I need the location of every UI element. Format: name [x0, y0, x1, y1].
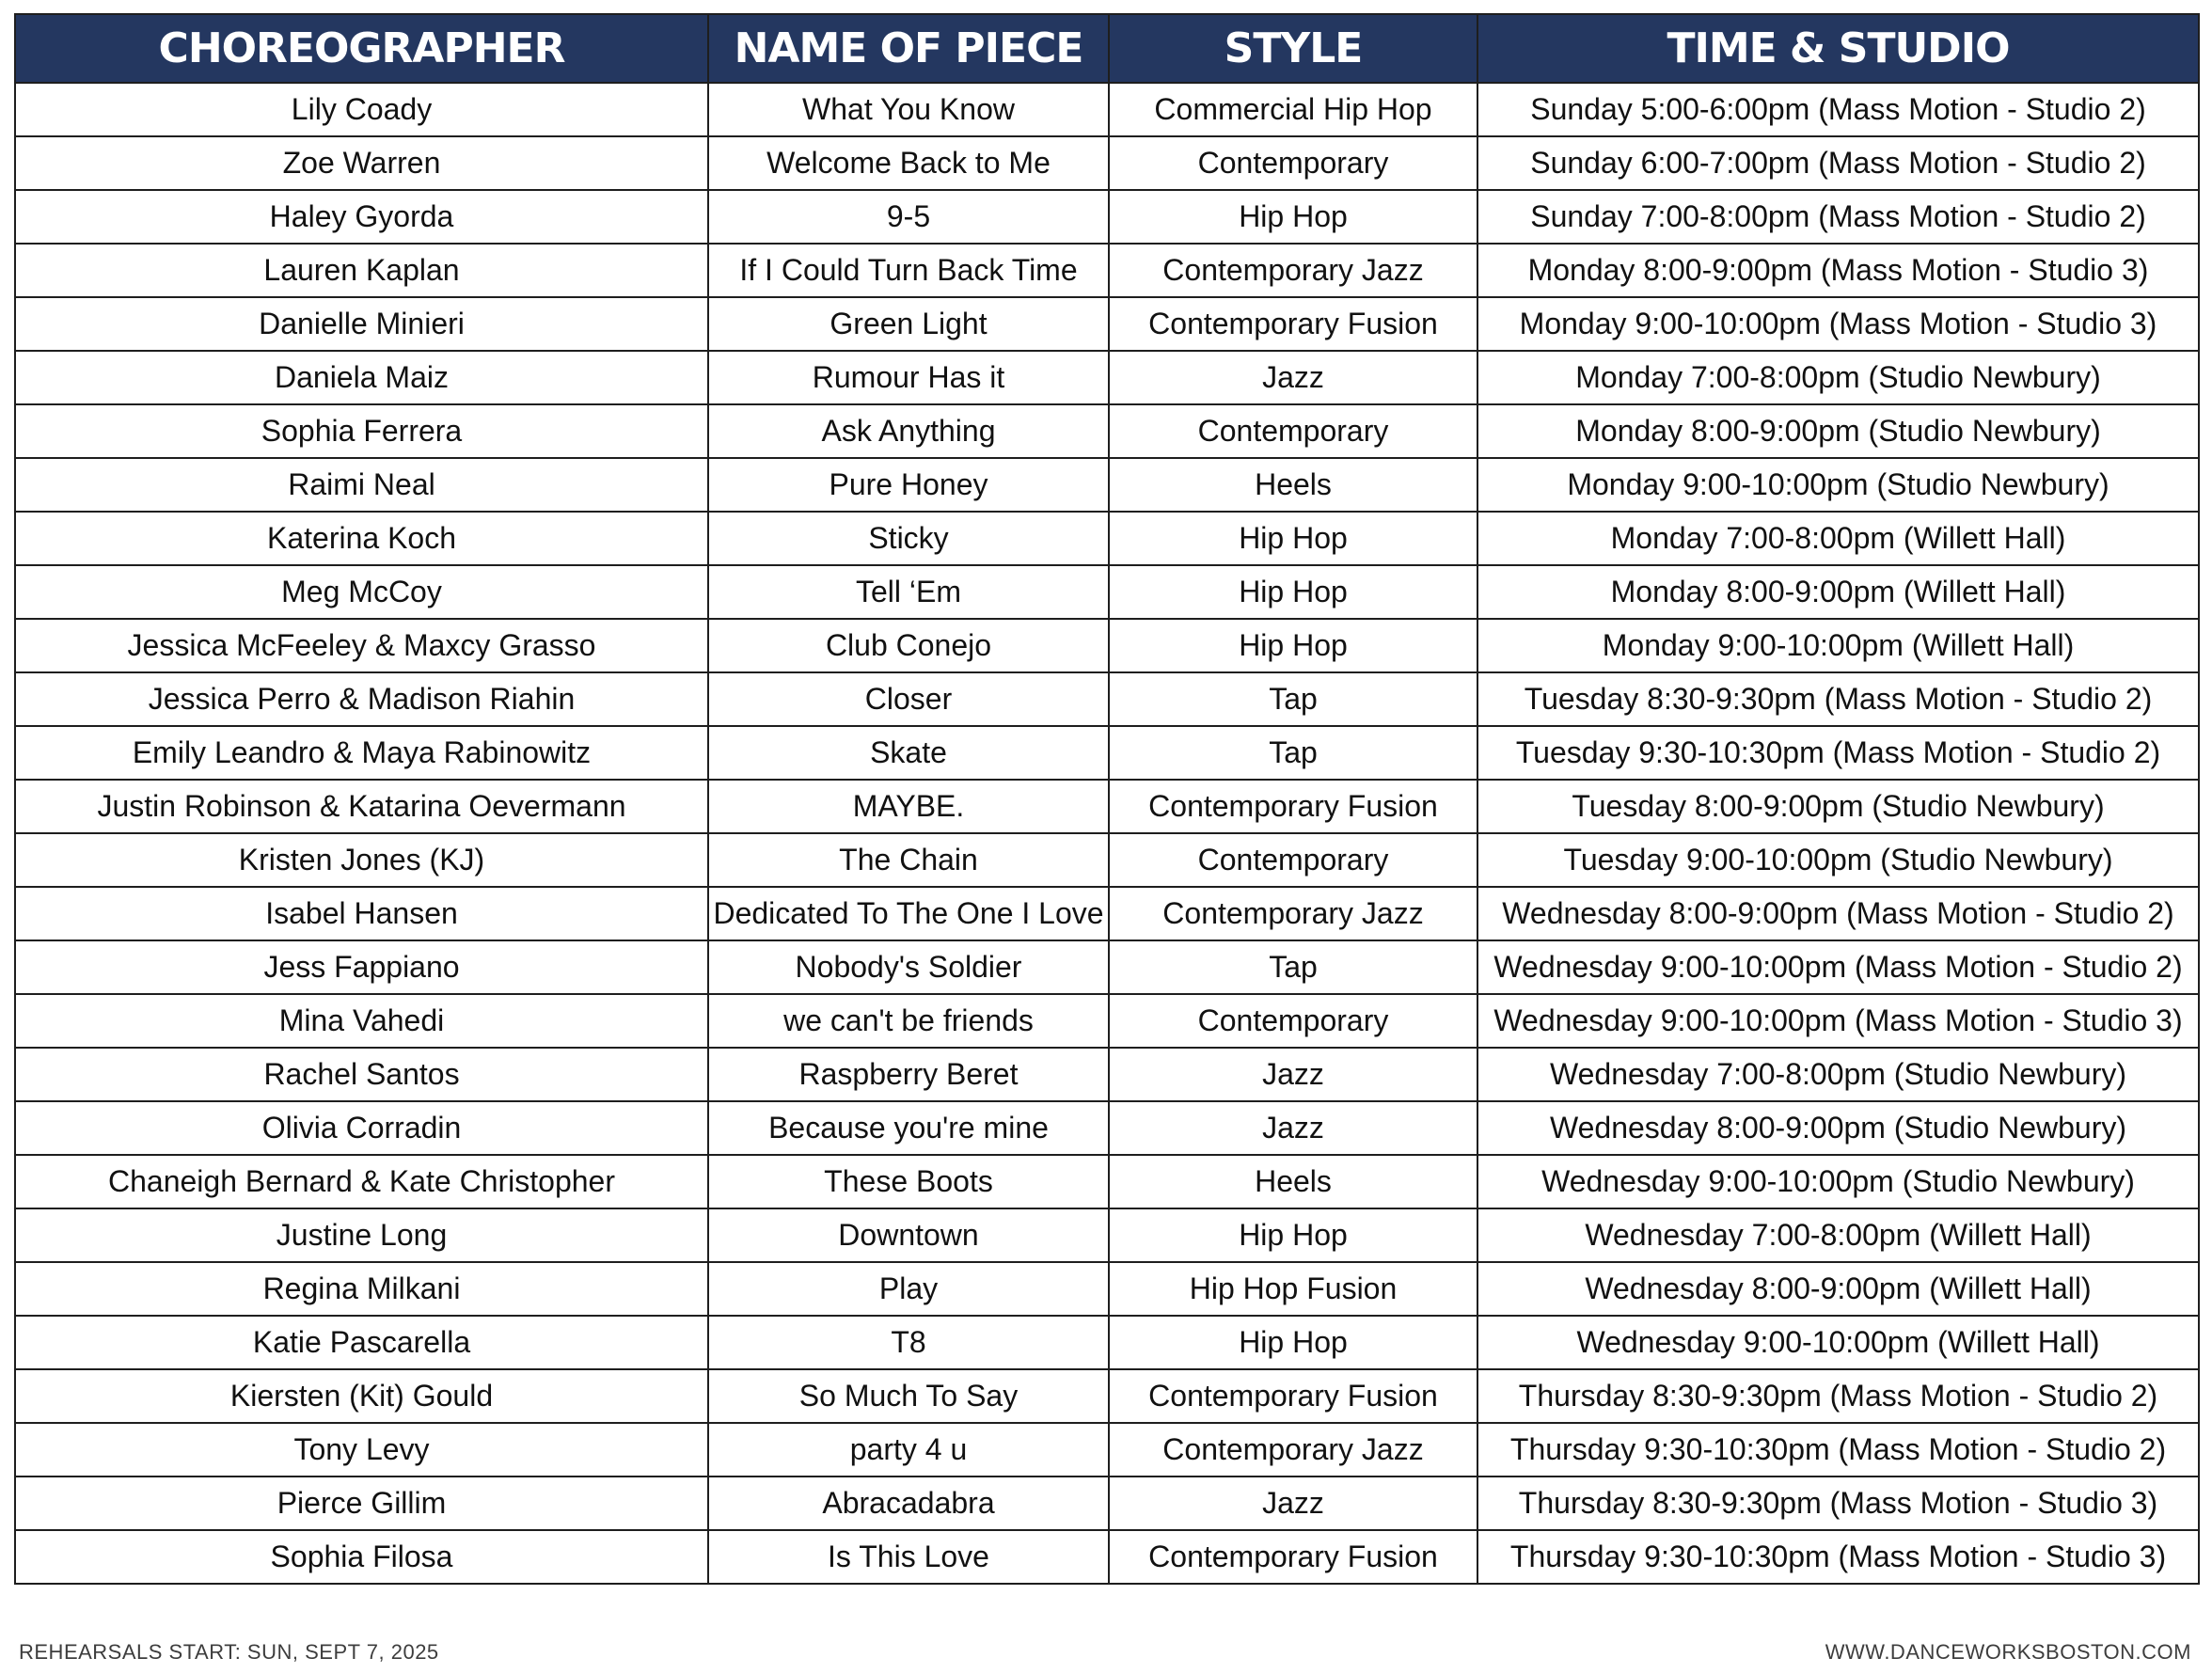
time-studio-cell: Sunday 5:00-6:00pm (Mass Motion - Studio 2) [1477, 83, 2199, 136]
piece-cell: These Boots [708, 1155, 1109, 1208]
choreographer-cell: Kristen Jones (KJ) [15, 833, 708, 887]
piece-cell: Green Light [708, 297, 1109, 351]
piece-cell: So Much To Say [708, 1369, 1109, 1423]
style-cell: Hip Hop [1109, 1316, 1477, 1369]
style-cell: Contemporary [1109, 833, 1477, 887]
piece-cell: Play [708, 1262, 1109, 1316]
choreographer-cell: Daniela Maiz [15, 351, 708, 404]
piece-cell: Is This Love [708, 1530, 1109, 1584]
time-studio-cell: Wednesday 7:00-8:00pm (Studio Newbury) [1477, 1048, 2199, 1101]
table-row [15, 1155, 2199, 1208]
time-studio-cell: Tuesday 9:00-10:00pm (Studio Newbury) [1477, 833, 2199, 887]
choreographer-cell: Chaneigh Bernard & Kate Christopher [15, 1155, 708, 1208]
column-header-choreographer: CHOREOGRAPHER [15, 14, 708, 83]
choreographer-cell: Jess Fappiano [15, 940, 708, 994]
time-studio-cell: Wednesday 9:00-10:00pm (Mass Motion - Studio 3) [1477, 994, 2199, 1048]
piece-cell: 9-5 [708, 190, 1109, 244]
rehearsal-start-note: REHEARSALS START: SUN, SEPT 7, 2025 [19, 1640, 439, 1664]
choreographer-cell: Olivia Corradin [15, 1101, 708, 1155]
time-studio-cell: Monday 9:00-10:00pm (Mass Motion - Studio 3) [1477, 297, 2199, 351]
time-studio-cell: Monday 8:00-9:00pm (Willett Hall) [1477, 565, 2199, 619]
schedule-table [14, 13, 2200, 1585]
table-row [15, 940, 2199, 994]
table-row [15, 136, 2199, 190]
table-row [15, 994, 2199, 1048]
style-cell: Contemporary Jazz [1109, 1423, 1477, 1477]
choreographer-cell: Zoe Warren [15, 136, 708, 190]
piece-cell: Club Conejo [708, 619, 1109, 672]
time-studio-cell: Monday 7:00-8:00pm (Willett Hall) [1477, 512, 2199, 565]
style-cell: Jazz [1109, 351, 1477, 404]
choreographer-cell: Raimi Neal [15, 458, 708, 512]
time-studio-cell: Wednesday 7:00-8:00pm (Willett Hall) [1477, 1208, 2199, 1262]
time-studio-cell: Monday 8:00-9:00pm (Mass Motion - Studio 3) [1477, 244, 2199, 297]
choreographer-cell: Sophia Filosa [15, 1530, 708, 1584]
piece-cell: Welcome Back to Me [708, 136, 1109, 190]
time-studio-cell: Thursday 8:30-9:30pm (Mass Motion - Studio 2) [1477, 1369, 2199, 1423]
piece-cell: T8 [708, 1316, 1109, 1369]
piece-cell: Ask Anything [708, 404, 1109, 458]
choreographer-cell: Tony Levy [15, 1423, 708, 1477]
piece-cell: Because you're mine [708, 1101, 1109, 1155]
table-row [15, 458, 2199, 512]
choreographer-cell: Sophia Ferrera [15, 404, 708, 458]
choreographer-cell: Regina Milkani [15, 1262, 708, 1316]
time-studio-cell: Monday 7:00-8:00pm (Studio Newbury) [1477, 351, 2199, 404]
piece-cell: Abracadabra [708, 1477, 1109, 1530]
piece-cell: Tell ‘Em [708, 565, 1109, 619]
style-cell: Hip Hop [1109, 1208, 1477, 1262]
time-studio-cell: Wednesday 9:00-10:00pm (Studio Newbury) [1477, 1155, 2199, 1208]
table-row [15, 512, 2199, 565]
piece-cell: Downtown [708, 1208, 1109, 1262]
table-row [15, 190, 2199, 244]
table-row [15, 404, 2199, 458]
time-studio-cell: Sunday 6:00-7:00pm (Mass Motion - Studio 2) [1477, 136, 2199, 190]
table-row [15, 1101, 2199, 1155]
style-cell: Hip Hop Fusion [1109, 1262, 1477, 1316]
piece-cell: Rumour Has it [708, 351, 1109, 404]
style-cell: Hip Hop [1109, 565, 1477, 619]
time-studio-cell: Tuesday 8:30-9:30pm (Mass Motion - Studio 2) [1477, 672, 2199, 726]
table-row [15, 1477, 2199, 1530]
table-row [15, 83, 2199, 136]
choreographer-cell: Lauren Kaplan [15, 244, 708, 297]
choreographer-cell: Meg McCoy [15, 565, 708, 619]
table-row [15, 726, 2199, 780]
time-studio-cell: Monday 8:00-9:00pm (Studio Newbury) [1477, 404, 2199, 458]
piece-cell: party 4 u [708, 1423, 1109, 1477]
style-cell: Tap [1109, 672, 1477, 726]
piece-cell: Nobody's Soldier [708, 940, 1109, 994]
style-cell: Contemporary Fusion [1109, 297, 1477, 351]
choreographer-cell: Katerina Koch [15, 512, 708, 565]
style-cell: Contemporary Fusion [1109, 1530, 1477, 1584]
table-row [15, 1530, 2199, 1584]
time-studio-cell: Tuesday 9:30-10:30pm (Mass Motion - Studio 2) [1477, 726, 2199, 780]
table-row [15, 297, 2199, 351]
piece-cell: Sticky [708, 512, 1109, 565]
table-row [15, 351, 2199, 404]
table-row [15, 1048, 2199, 1101]
style-cell: Heels [1109, 458, 1477, 512]
style-cell: Heels [1109, 1155, 1477, 1208]
style-cell: Jazz [1109, 1048, 1477, 1101]
time-studio-cell: Thursday 9:30-10:30pm (Mass Motion - Studio 3) [1477, 1530, 2199, 1584]
style-cell: Jazz [1109, 1101, 1477, 1155]
time-studio-cell: Wednesday 9:00-10:00pm (Mass Motion - Studio 2) [1477, 940, 2199, 994]
time-studio-cell: Wednesday 8:00-9:00pm (Studio Newbury) [1477, 1101, 2199, 1155]
table-row [15, 780, 2199, 833]
style-cell: Hip Hop [1109, 619, 1477, 672]
piece-cell: we can't be friends [708, 994, 1109, 1048]
style-cell: Hip Hop [1109, 512, 1477, 565]
choreographer-cell: Lily Coady [15, 83, 708, 136]
choreographer-cell: Isabel Hansen [15, 887, 708, 940]
piece-cell: MAYBE. [708, 780, 1109, 833]
time-studio-cell: Wednesday 9:00-10:00pm (Willett Hall) [1477, 1316, 2199, 1369]
table-row [15, 887, 2199, 940]
choreographer-cell: Emily Leandro & Maya Rabinowitz [15, 726, 708, 780]
style-cell: Jazz [1109, 1477, 1477, 1530]
piece-cell: Dedicated To The One I Love [708, 887, 1109, 940]
table-row [15, 1262, 2199, 1316]
table-row [15, 1369, 2199, 1423]
table-row [15, 244, 2199, 297]
choreographer-cell: Pierce Gillim [15, 1477, 708, 1530]
style-cell: Contemporary [1109, 994, 1477, 1048]
choreographer-cell: Haley Gyorda [15, 190, 708, 244]
table-row [15, 1423, 2199, 1477]
piece-cell: Closer [708, 672, 1109, 726]
website-url: WWW.DANCEWORKSBOSTON.COM [1825, 1640, 2191, 1664]
piece-cell: Raspberry Beret [708, 1048, 1109, 1101]
choreographer-cell: Rachel Santos [15, 1048, 708, 1101]
style-cell: Tap [1109, 940, 1477, 994]
style-cell: Contemporary Jazz [1109, 887, 1477, 940]
time-studio-cell: Sunday 7:00-8:00pm (Mass Motion - Studio 2) [1477, 190, 2199, 244]
choreographer-cell: Kiersten (Kit) Gould [15, 1369, 708, 1423]
piece-cell: If I Could Turn Back Time [708, 244, 1109, 297]
time-studio-cell: Monday 9:00-10:00pm (Studio Newbury) [1477, 458, 2199, 512]
piece-cell: Skate [708, 726, 1109, 780]
style-cell: Tap [1109, 726, 1477, 780]
choreographer-cell: Jessica Perro & Madison Riahin [15, 672, 708, 726]
time-studio-cell: Wednesday 8:00-9:00pm (Mass Motion - Studio 2) [1477, 887, 2199, 940]
table-row [15, 619, 2199, 672]
style-cell: Contemporary [1109, 136, 1477, 190]
time-studio-cell: Wednesday 8:00-9:00pm (Willett Hall) [1477, 1262, 2199, 1316]
column-header-time-studio: TIME & STUDIO [1477, 14, 2199, 83]
choreographer-cell: Justine Long [15, 1208, 708, 1262]
choreographer-cell: Mina Vahedi [15, 994, 708, 1048]
time-studio-cell: Tuesday 8:00-9:00pm (Studio Newbury) [1477, 780, 2199, 833]
column-header-style: STYLE [1109, 14, 1477, 83]
piece-cell: What You Know [708, 83, 1109, 136]
table-row [15, 833, 2199, 887]
style-cell: Contemporary Jazz [1109, 244, 1477, 297]
schedule-body [15, 83, 2199, 1584]
piece-cell: Pure Honey [708, 458, 1109, 512]
time-studio-cell: Monday 9:00-10:00pm (Willett Hall) [1477, 619, 2199, 672]
style-cell: Hip Hop [1109, 190, 1477, 244]
time-studio-cell: Thursday 9:30-10:30pm (Mass Motion - Studio 2) [1477, 1423, 2199, 1477]
table-row [15, 672, 2199, 726]
piece-cell: The Chain [708, 833, 1109, 887]
table-row [15, 565, 2199, 619]
choreographer-cell: Jessica McFeeley & Maxcy Grasso [15, 619, 708, 672]
column-header-piece: NAME OF PIECE [708, 14, 1109, 83]
style-cell: Contemporary Fusion [1109, 1369, 1477, 1423]
time-studio-cell: Thursday 8:30-9:30pm (Mass Motion - Studio 3) [1477, 1477, 2199, 1530]
style-cell: Commercial Hip Hop [1109, 83, 1477, 136]
choreographer-cell: Katie Pascarella [15, 1316, 708, 1369]
table-row [15, 1316, 2199, 1369]
header-row [15, 14, 2199, 83]
style-cell: Contemporary Fusion [1109, 780, 1477, 833]
choreographer-cell: Danielle Minieri [15, 297, 708, 351]
style-cell: Contemporary [1109, 404, 1477, 458]
choreographer-cell: Justin Robinson & Katarina Oevermann [15, 780, 708, 833]
table-row [15, 1208, 2199, 1262]
